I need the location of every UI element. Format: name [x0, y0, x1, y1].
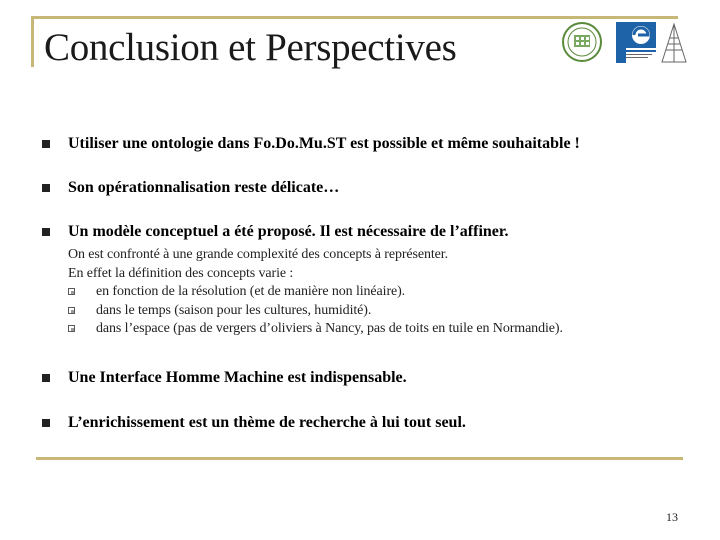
checkbox-bullet-icon: [68, 325, 75, 332]
checkbox-bullet-icon: [68, 288, 75, 295]
detail-subitem-text: en fonction de la résolution (et de manière non linéaire).: [96, 284, 406, 299]
bullet-text: Un modèle conceptuel a été proposé. Il est nécessaire de l’affiner.: [68, 223, 509, 240]
detail-subitem: [68, 320, 563, 339]
detail-block: [68, 246, 563, 339]
bullet-text: L’enrichissement est un thème de recherche à lui tout seul.: [68, 414, 466, 431]
detail-subitem: [68, 302, 563, 321]
detail-line: En effet la définition des concepts varie :: [68, 265, 294, 281]
footer-divider: [36, 457, 683, 460]
logo-group: [562, 20, 687, 65]
slide-title: Conclusion et Perspectives: [44, 26, 457, 69]
title-frame-left: [31, 16, 34, 67]
bullet-square-icon: [42, 140, 50, 148]
checkbox-bullet-icon: [68, 307, 75, 314]
detail-subitem-text: dans le temps (saison pour les cultures, humidité).: [96, 302, 372, 318]
bullet-text: Une Interface Homme Machine est indispensable.: [68, 369, 407, 386]
bullet-square-icon: [42, 184, 50, 192]
eric-logo: [616, 22, 656, 63]
university-seal-icon: [563, 23, 601, 61]
logos-svg: [562, 20, 687, 65]
building-icon: [662, 24, 686, 62]
bullet-square-icon: [42, 228, 50, 236]
bullet-square-icon: [42, 374, 50, 382]
detail-subitem: [68, 283, 563, 302]
bullet-text: Utiliser une ontologie dans Fo.Do.Mu.ST est possible et même souhaitable !: [68, 135, 580, 152]
title-frame-top: [31, 16, 678, 19]
bullet-square-icon: [42, 419, 50, 427]
detail-line: On est confronté à une grande complexité des concepts à représenter.: [68, 247, 448, 262]
page-number: 13: [666, 510, 678, 524]
detail-subitem-text: dans l’espace (pas de vergers d’oliviers à Nancy, pas de toits en tuile en Normandie).: [96, 321, 563, 336]
bullet-text: Son opérationnalisation reste délicate…: [68, 179, 340, 196]
